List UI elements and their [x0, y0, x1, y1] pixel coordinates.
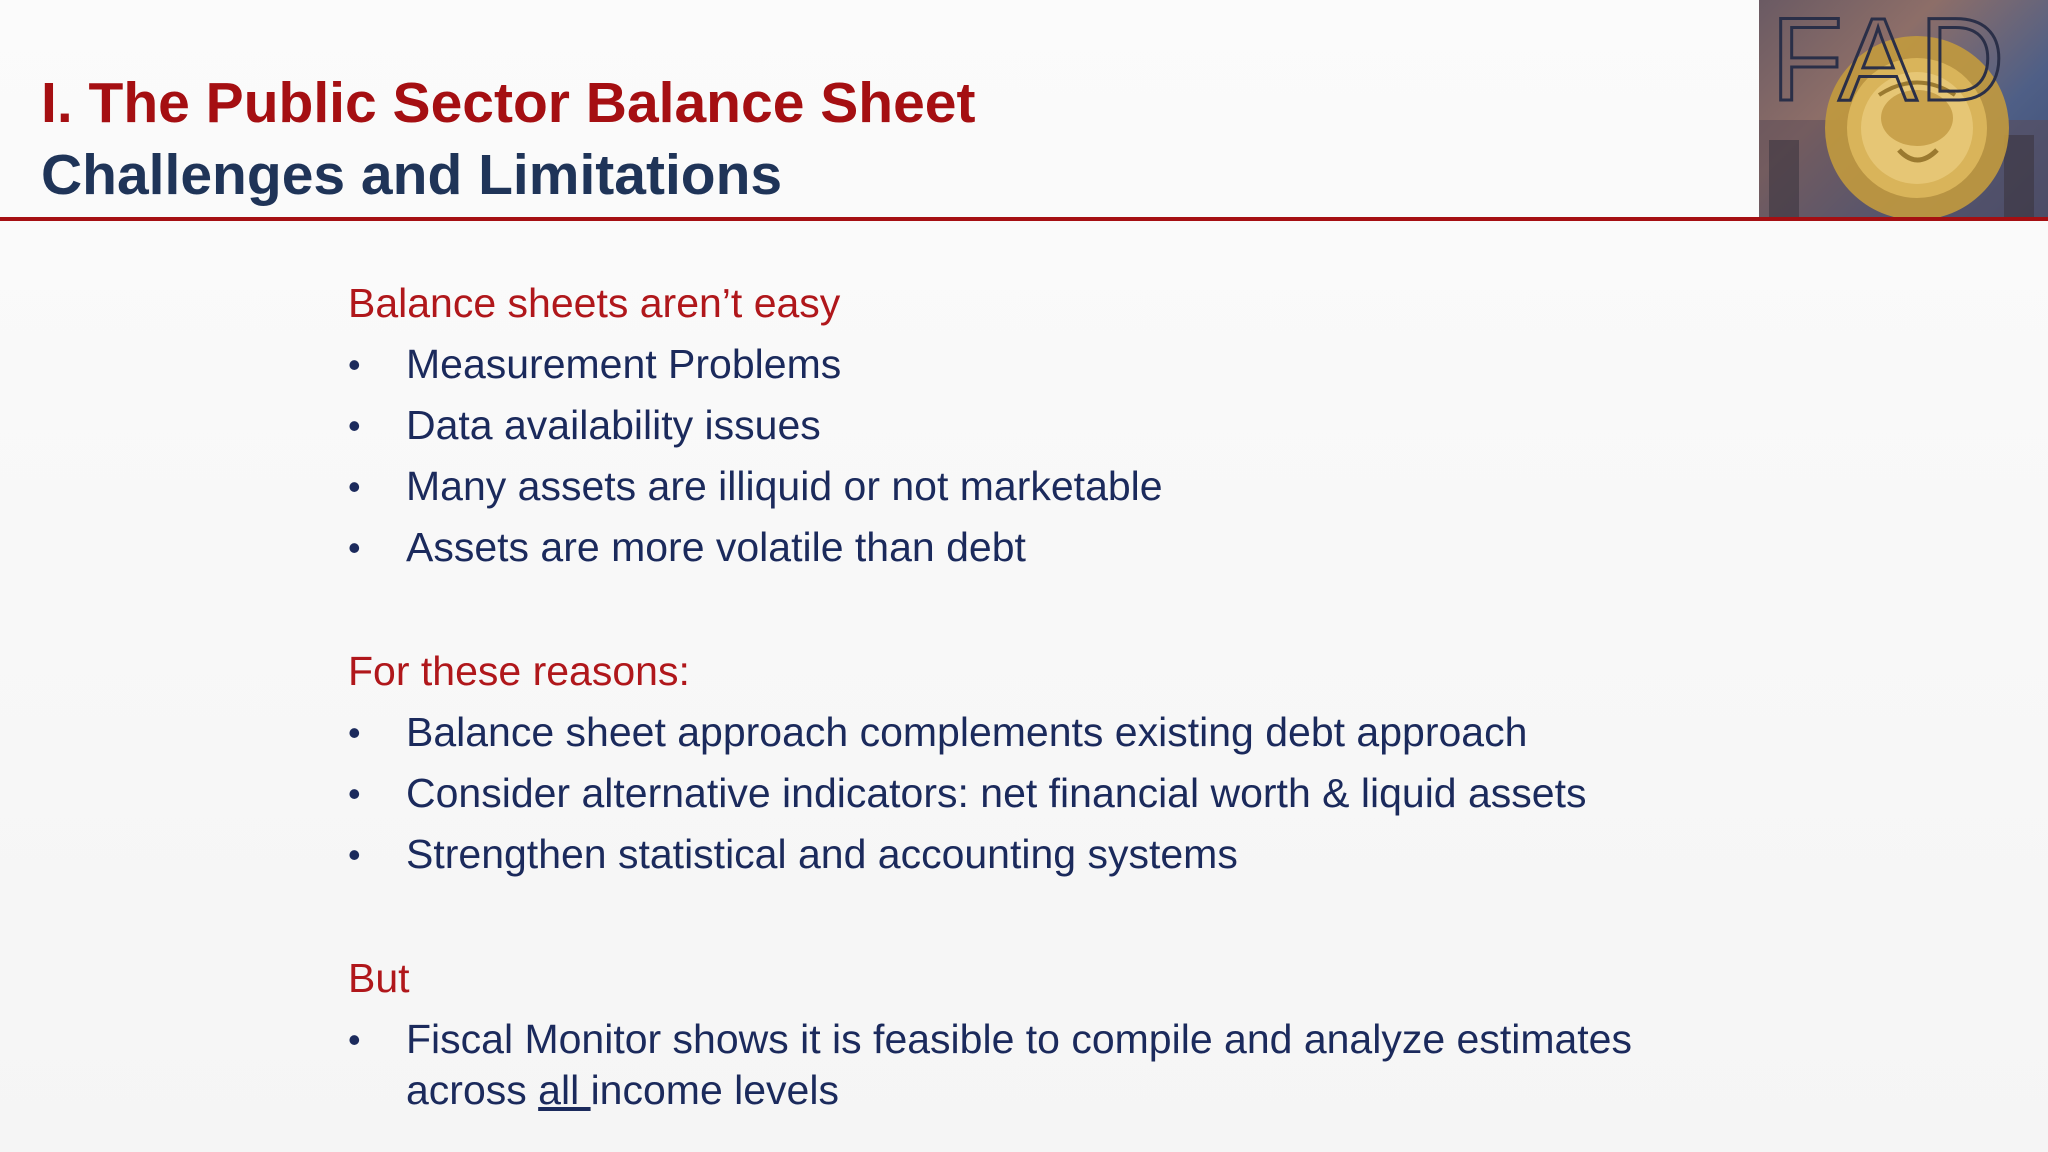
list-item: • Many assets are illiquid or not marketable	[348, 456, 1728, 517]
emphasis-all: all	[538, 1067, 591, 1113]
title-divider	[0, 217, 2048, 221]
bullet-icon: •	[348, 344, 361, 385]
section-heading-reasons: For these reasons:	[348, 648, 690, 694]
fad-logo	[1759, 0, 2048, 217]
list-item: • Strengthen statistical and accounting systems	[348, 824, 1728, 885]
bullet-icon: •	[348, 527, 361, 568]
bullet-icon: •	[348, 834, 361, 875]
list-item: • Balance sheet approach complements existing debt approach	[348, 702, 1728, 763]
section-heading-but: But	[348, 955, 410, 1001]
bullet-icon: •	[348, 712, 361, 753]
section-heading-easy: Balance sheets aren’t easy	[348, 280, 841, 326]
list-item: • Assets are more volatile than debt	[348, 517, 1728, 578]
slide-body	[348, 272, 1728, 1116]
bullet-icon: •	[348, 466, 361, 507]
slide-subtitle: Challenges and Limitations	[41, 143, 783, 207]
list-item: • Data availability issues	[348, 395, 1728, 456]
bullet-icon: •	[348, 405, 361, 446]
list-item: • Fiscal Monitor shows it is feasible to compile and analyze estimates across all income levels	[348, 1016, 1632, 1113]
bullet-icon: •	[348, 773, 361, 814]
slide-title: I. The Public Sector Balance Sheet	[41, 71, 976, 135]
list-item: • Consider alternative indicators: net financial worth & liquid assets	[348, 763, 1728, 824]
fad-logo-text: FAD	[1771, 0, 2007, 126]
bullet-icon: •	[348, 1019, 361, 1060]
list-item: • Measurement Problems	[348, 334, 1728, 395]
